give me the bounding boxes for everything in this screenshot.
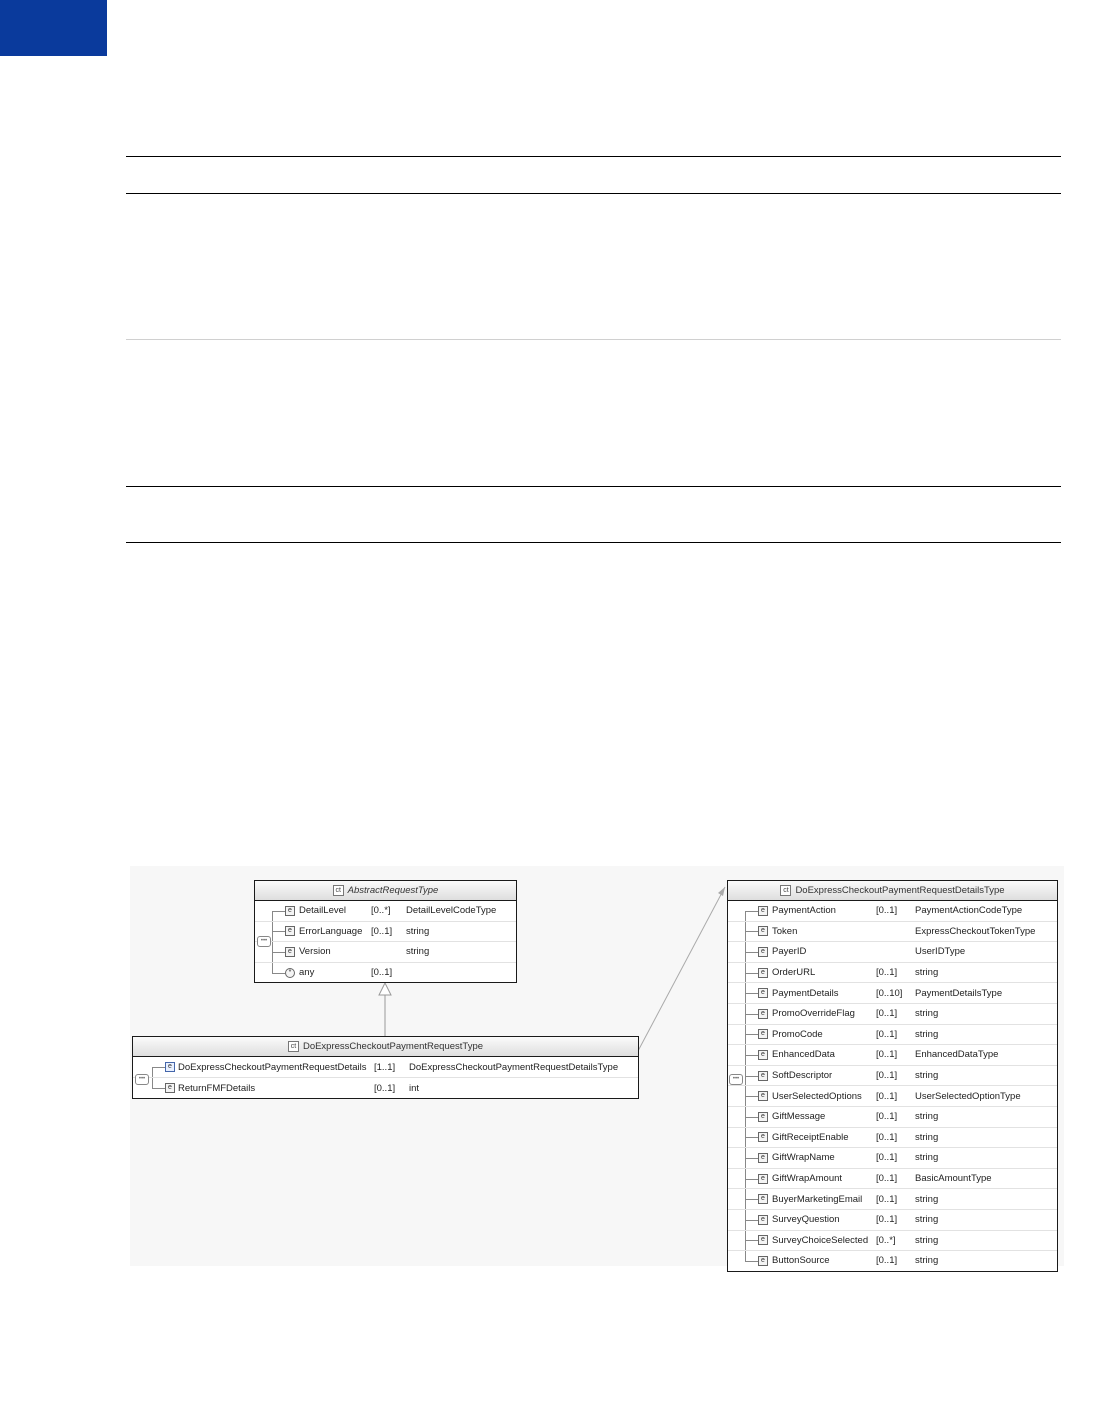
tree-connector [745, 1137, 758, 1138]
element-cardinality: [0..1] [876, 905, 898, 917]
tree-connector [745, 911, 746, 921]
element-name: EnhancedData [772, 1049, 835, 1061]
tree-connector [152, 1088, 165, 1089]
element-name: SoftDescriptor [772, 1070, 833, 1082]
element-type: ExpressCheckoutTokenType [915, 925, 1036, 937]
do-request-type-rows [133, 1057, 638, 1098]
tree-connector [745, 1261, 758, 1262]
tree-connector [272, 911, 285, 912]
element-cardinality: [0..1] [876, 967, 898, 979]
element-row [728, 942, 1057, 963]
tree-connector [745, 1014, 758, 1015]
table-bottom-rule [126, 542, 1061, 543]
element-type: string [915, 1193, 939, 1205]
element-name: Token [772, 925, 798, 937]
element-name: ReturnFMFDetails [178, 1082, 256, 1094]
details-type-header [728, 881, 1057, 901]
do-request-type-header [133, 1037, 638, 1057]
element-name: SurveyChoiceSelected [772, 1234, 869, 1246]
tree-connector [272, 973, 285, 974]
element-icon: e [165, 1083, 175, 1093]
element-cardinality: [0..1] [876, 1255, 898, 1267]
element-cardinality: [0..1] [371, 925, 393, 937]
element-cardinality: [0..1] [876, 1049, 898, 1061]
element-row [728, 1231, 1057, 1252]
element-row [728, 1107, 1057, 1128]
element-name: PayerID [772, 946, 807, 958]
tree-connector [745, 1117, 758, 1118]
complex-type-icon: ct [288, 1041, 299, 1052]
element-row [728, 1210, 1057, 1231]
element-cardinality: [0..1] [876, 1070, 898, 1082]
tree-connector [745, 1199, 758, 1200]
do-request-type-title: DoExpressCheckoutPaymentRequestType [302, 1041, 484, 1052]
element-icon: e [758, 988, 768, 998]
element-type: string [915, 1255, 939, 1267]
element-type: string [915, 1234, 939, 1246]
element-row [728, 1004, 1057, 1025]
element-row [728, 1025, 1057, 1046]
element-type: string [915, 967, 939, 979]
element-row [255, 942, 516, 963]
element-icon: e [285, 947, 295, 957]
tree-connector [152, 1067, 153, 1077]
element-cardinality: [0..1] [876, 1111, 898, 1123]
element-cardinality: [0..10] [876, 987, 903, 999]
element-row [728, 1189, 1057, 1210]
element-name: PromoOverrideFlag [772, 1008, 855, 1020]
element-cardinality: [0..1] [876, 1028, 898, 1040]
element-icon: e [758, 906, 768, 916]
tree-connector [745, 1179, 758, 1180]
element-icon: e [758, 1235, 768, 1245]
tree-connector [745, 1240, 758, 1241]
element-icon: e [758, 1153, 768, 1163]
do-request-type-box [132, 1036, 639, 1099]
element-cardinality: [0..1] [876, 1090, 898, 1102]
element-cardinality: [0..1] [876, 1214, 898, 1226]
abstract-request-type-box [254, 880, 517, 983]
element-type: DetailLevelCodeType [406, 905, 497, 917]
element-icon: e [758, 926, 768, 936]
tree-connector [745, 973, 758, 974]
tree-connector [745, 1034, 758, 1035]
element-row [728, 901, 1057, 922]
element-name: UserSelectedOptions [772, 1090, 862, 1102]
element-type: PaymentDetailsType [915, 987, 1003, 999]
element-type: UserIDType [915, 946, 966, 958]
element-row [255, 901, 516, 922]
element-icon: e [758, 1174, 768, 1184]
tree-connector [272, 931, 285, 932]
element-type: string [406, 925, 430, 937]
element-type: int [409, 1082, 420, 1094]
element-type: string [915, 1008, 939, 1020]
element-cardinality: [0..1] [371, 967, 393, 979]
tree-connector [745, 952, 758, 953]
element-type: PaymentActionCodeType [915, 905, 1023, 917]
table-header-rule [126, 193, 1061, 194]
element-icon: e [758, 947, 768, 957]
tree-connector [745, 1096, 758, 1097]
tree-connector [745, 911, 758, 912]
element-cardinality: [0..1] [876, 1193, 898, 1205]
element-row [728, 1251, 1057, 1271]
element-name: PaymentDetails [772, 987, 839, 999]
tree-connector [272, 911, 273, 921]
element-row [728, 1066, 1057, 1087]
tree-connector [745, 1251, 746, 1261]
element-type: DoExpressCheckoutPaymentRequestDetailsType [409, 1061, 619, 1073]
element-icon: e [758, 1194, 768, 1204]
element-icon: e [758, 1050, 768, 1060]
element-type: string [915, 1111, 939, 1123]
tree-connector [745, 1076, 758, 1077]
element-type: EnhancedDataType [915, 1049, 999, 1061]
element-cardinality: [0..*] [371, 905, 391, 917]
element-cardinality: [0..*] [876, 1234, 896, 1246]
element-icon: e [758, 968, 768, 978]
sequence-icon: ••• [729, 1074, 743, 1085]
element-type: string [915, 1131, 939, 1143]
element-icon: e [758, 1029, 768, 1039]
element-row [728, 983, 1057, 1004]
element-row [728, 1045, 1057, 1066]
any-icon: * [285, 968, 295, 978]
tree-connector [152, 1078, 153, 1088]
element-type: string [915, 1214, 939, 1226]
element-row [255, 922, 516, 943]
table-top-rule [126, 156, 1061, 157]
element-cardinality: [0..1] [876, 1173, 898, 1185]
element-name: DoExpressCheckoutPaymentRequestDetails [178, 1061, 367, 1073]
element-name: Version [299, 946, 331, 958]
element-name: ButtonSource [772, 1255, 830, 1267]
element-name: PaymentAction [772, 905, 836, 917]
details-type-rows [728, 901, 1057, 1271]
element-row [255, 963, 516, 983]
element-type: UserSelectedOptionType [915, 1090, 1021, 1102]
complex-element-icon: e [165, 1062, 175, 1072]
element-type: string [406, 946, 430, 958]
element-row [133, 1078, 638, 1098]
abstract-request-type-header [255, 881, 516, 901]
tree-connector [745, 1220, 758, 1221]
tree-connector [272, 952, 285, 953]
table-row-divider-2 [126, 486, 1061, 487]
table-row-divider [126, 339, 1061, 340]
element-name: OrderURL [772, 967, 816, 979]
element-name: GiftReceiptEnable [772, 1131, 849, 1143]
element-type: string [915, 1152, 939, 1164]
tree-connector [272, 963, 273, 973]
element-cardinality: [0..1] [876, 1152, 898, 1164]
abstract-request-type-title: AbstractRequestType [347, 885, 439, 896]
element-type: BasicAmountType [915, 1173, 992, 1185]
element-name: GiftWrapAmount [772, 1173, 843, 1185]
tree-connector [745, 1055, 758, 1056]
element-name: BuyerMarketingEmail [772, 1193, 863, 1205]
element-name: ErrorLanguage [299, 925, 363, 937]
element-icon: e [758, 1009, 768, 1019]
element-type: string [915, 1028, 939, 1040]
details-type-box [727, 880, 1058, 1272]
element-icon: e [285, 906, 295, 916]
complex-type-icon: ct [333, 885, 344, 896]
element-icon: e [285, 926, 295, 936]
sequence-icon: ••• [135, 1074, 149, 1085]
element-row [728, 1169, 1057, 1190]
element-icon: e [758, 1112, 768, 1122]
element-type: string [915, 1070, 939, 1082]
element-name: GiftMessage [772, 1111, 826, 1123]
sequence-icon: ••• [257, 936, 271, 947]
tree-connector [745, 1158, 758, 1159]
element-name: any [299, 967, 315, 979]
element-icon: e [758, 1215, 768, 1225]
brand-color-block [0, 0, 107, 56]
tree-connector [745, 931, 758, 932]
complex-type-icon: ct [780, 885, 791, 896]
element-row [728, 1148, 1057, 1169]
abstract-request-type-rows [255, 901, 516, 982]
element-icon: e [758, 1071, 768, 1081]
element-icon: e [758, 1132, 768, 1142]
details-type-title: DoExpressCheckoutPaymentRequestDetailsType [795, 885, 1005, 896]
element-cardinality: [0..1] [876, 1008, 898, 1020]
element-row [728, 1128, 1057, 1149]
element-row [728, 1086, 1057, 1107]
element-name: GiftWrapName [772, 1152, 835, 1164]
element-row [133, 1057, 638, 1078]
element-name: SurveyQuestion [772, 1214, 840, 1226]
element-row [728, 963, 1057, 984]
element-icon: e [758, 1091, 768, 1101]
element-cardinality: [1..1] [374, 1061, 396, 1073]
element-name: DetailLevel [299, 905, 346, 917]
tree-connector [152, 1067, 165, 1068]
element-icon: e [758, 1256, 768, 1266]
element-name: PromoCode [772, 1028, 823, 1040]
element-cardinality: [0..1] [374, 1082, 396, 1094]
element-cardinality: [0..1] [876, 1131, 898, 1143]
element-row [728, 922, 1057, 943]
tree-connector [745, 993, 758, 994]
